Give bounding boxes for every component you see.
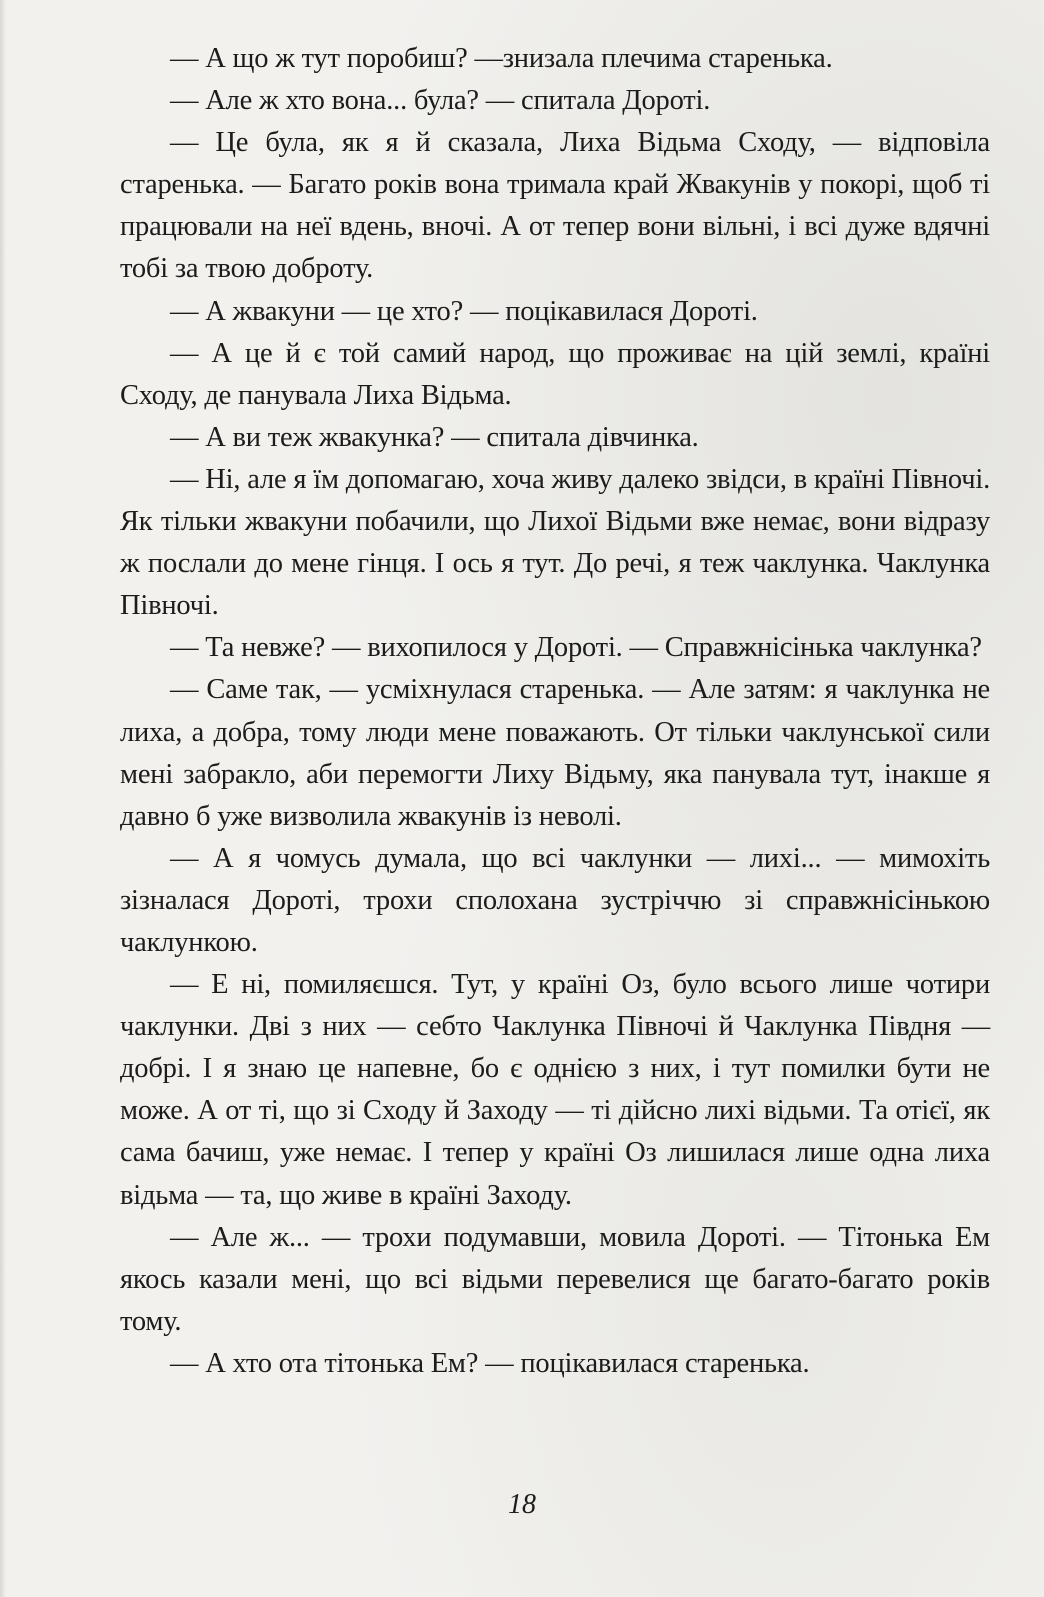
- paragraph-13: — А хто ота тітонька Ем? — поцікавилася старенька.: [170, 1347, 810, 1379]
- body-text: [120, 38, 990, 1385]
- paragraph-10: — А я чомусь думала, що всі чаклунки — лихі... — мимохіть зізналася Дороті, трохи сполохана зустріччю зі справжнісінькою чаклункою.: [120, 842, 990, 958]
- paragraph-2: — Але ж хто вона... була? — спитала Дороті.: [170, 85, 711, 117]
- paragraph-12: — Але ж... — трохи подумавши, мовила Дороті. — Тітонька Ем якось казали мені, що всі відьми перевелися ще багато-багато років тому.: [120, 1221, 990, 1337]
- paragraph-8: — Та невже? — вихопилося у Дороті. — Справжнісінька чаклунка?: [170, 632, 982, 664]
- paragraph-7: — Ні, але я їм допомагаю, хоча живу далеко звідси, в країні Півночі. Як тільки жвакуни побачили, що Лихої Відьми вже немає, вони відразу ж послали до мене гінця. І ось я тут. До речі, я теж чаклунка. Чаклунка Півночі.: [120, 463, 990, 622]
- page-edge-shadow: [0, 0, 6, 1597]
- page-number: 18: [508, 1489, 536, 1520]
- paragraph-6: — А ви теж жвакунка? — спитала дівчинка.: [170, 421, 699, 453]
- paragraph-3: — Це була, як я й сказала, Лиха Відьма Сходу, — відповіла старенька. — Багато років вона тримала край Жвакунів у покорі, щоб ті працювали на неї вдень, вночі. А от тепер вони вільні, і всі дуже вдячні тобі за твою доброту.: [120, 127, 990, 285]
- paragraph-9: — Саме так, — усміхнулася старенька. — Але затям: я чаклунка не лиха, а добра, тому люди мене поважають. От тільки чаклунської сили мені забракло, аби перемогти Лиху Відьму, яка панувала тут, інакше я давно б уже визволила жвакунів із неволі.: [120, 674, 990, 832]
- paragraph-11: — Е ні, помиляєшся. Тут, у країні Оз, було всього лише чотири чаклунки. Дві з них — себто Чаклунка Півночі й Чаклунка Півдня — добрі. І я знаю це напевне, бо є однією з них, і тут помилки бути не може. А от ті, що зі Сходу й Заходу — ті дійсно лихі відьми. Та отієї, як сама бачиш, уже немає. І тепер у країні Оз лишилася лише одна лиха відьма — та, що живе в країні Заходу.: [120, 969, 990, 1211]
- paragraph-1: — А що ж тут поробиш? —знизала плечима старенька.: [170, 43, 833, 74]
- paragraph-4: — А жвакуни — це хто? — поцікавилася Дороті.: [170, 295, 758, 327]
- paragraph-5: — А це й є той самий народ, що проживає на цій землі, країні Сходу, де панувала Лиха Відьма.: [120, 337, 990, 411]
